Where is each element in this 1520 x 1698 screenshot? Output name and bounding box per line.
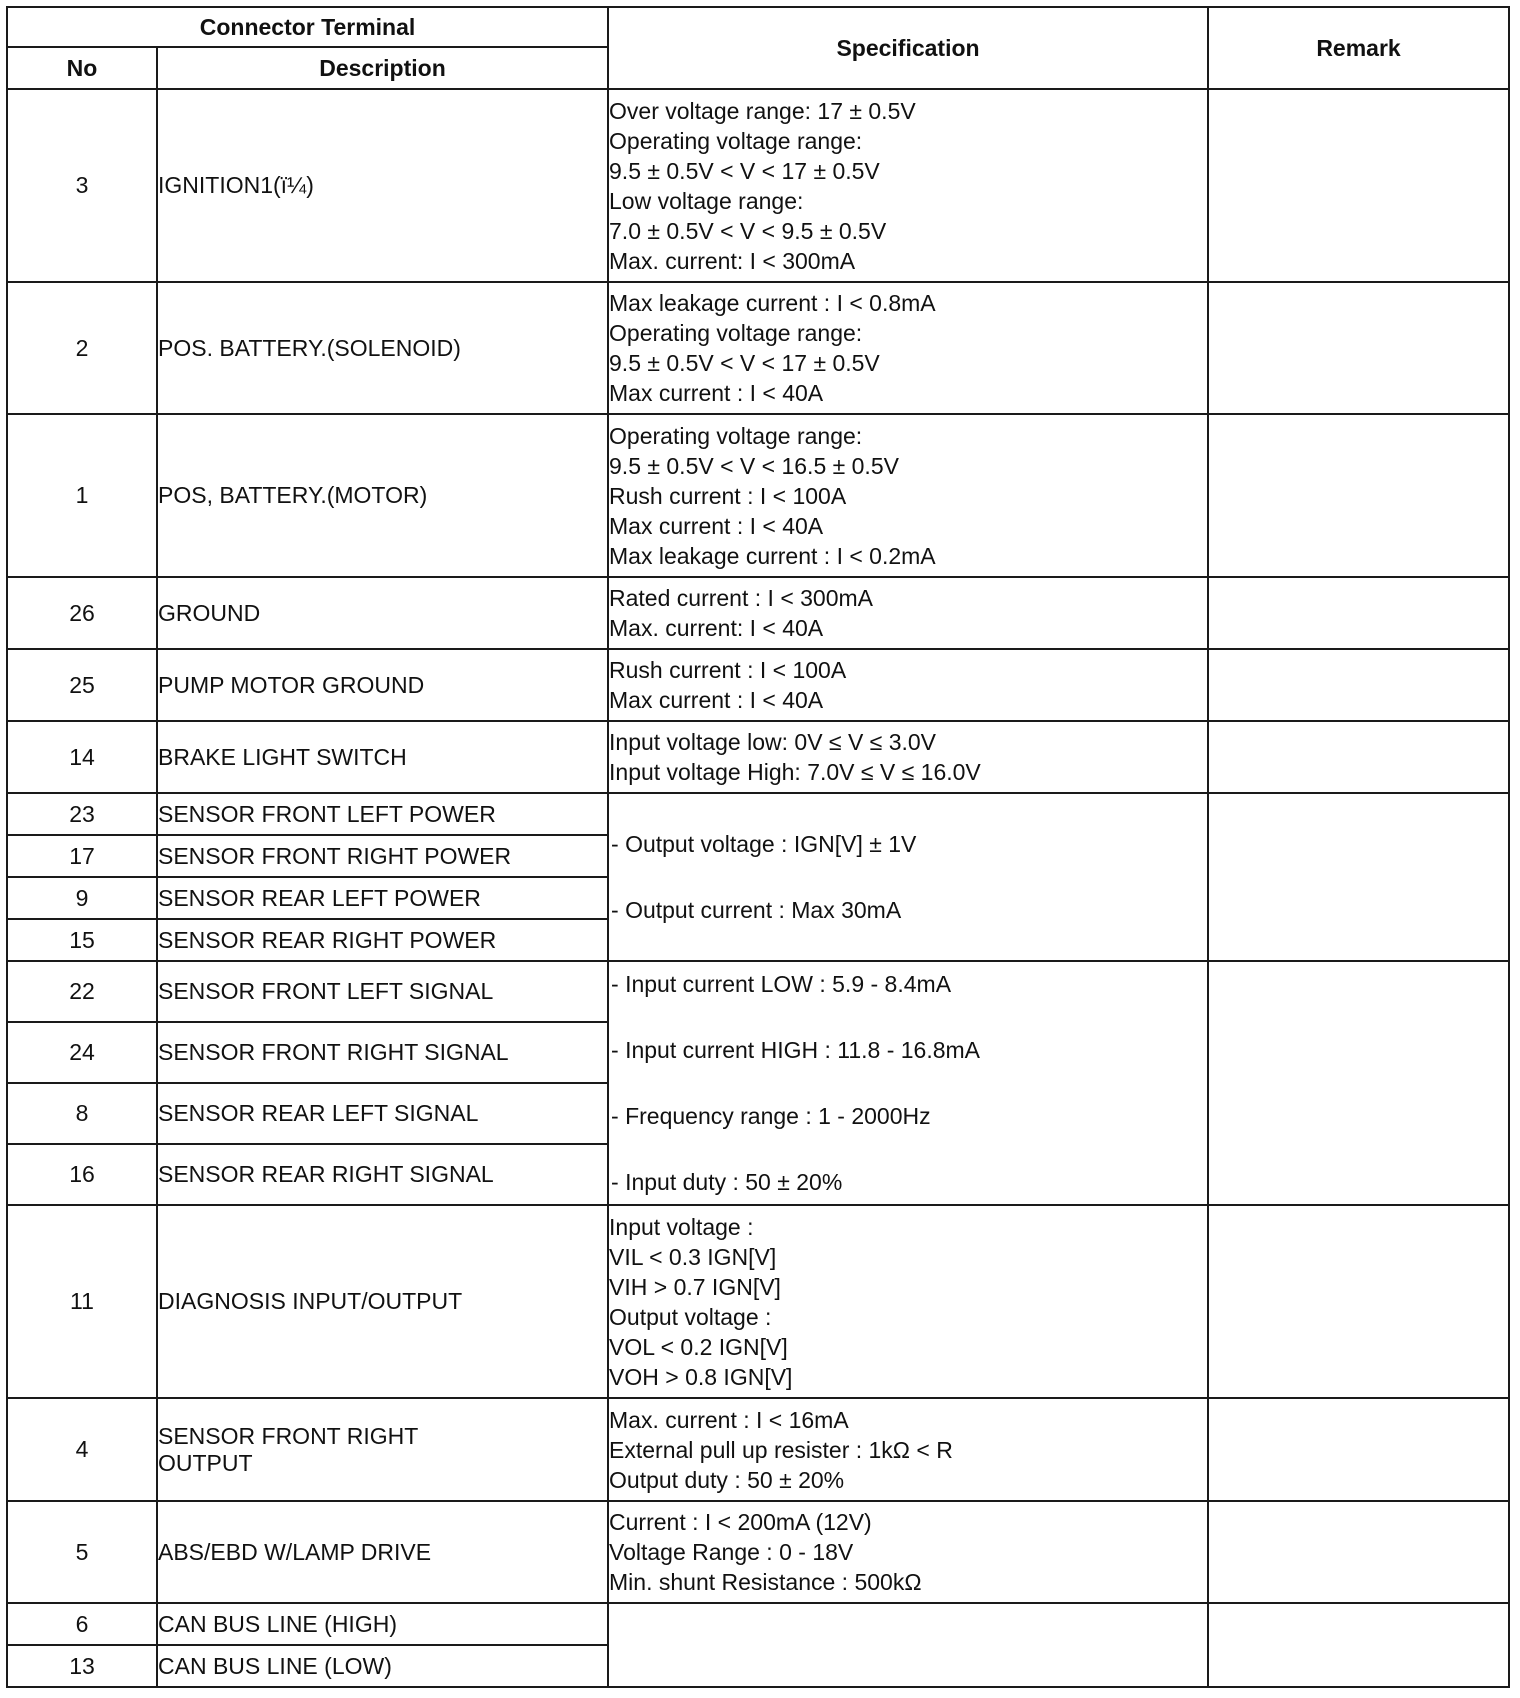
pin-description: ABS/EBD W/LAMP DRIVE <box>157 1501 608 1603</box>
pin-description: CAN BUS LINE (HIGH) <box>157 1603 608 1645</box>
pin-no: 15 <box>7 919 157 961</box>
pin-no: 3 <box>7 89 157 282</box>
spec-line: 9.5 ± 0.5V < V < 17 ± 0.5V <box>609 157 880 184</box>
spec-line: 9.5 ± 0.5V < V < 17 ± 0.5V <box>609 350 880 376</box>
table-row <box>7 1603 1509 1645</box>
spec-line: Max leakage current : I < 0.8mA <box>609 290 936 316</box>
pin-description: GROUND <box>157 577 608 649</box>
connector-terminal-table <box>6 6 1510 1688</box>
header-connector-terminal: Connector Terminal <box>7 7 608 47</box>
pin-no: 16 <box>7 1144 157 1205</box>
pin-specification <box>608 282 1208 414</box>
table-row <box>7 414 1509 577</box>
spec-line: - Input current LOW : 5.9 - 8.4mA <box>611 971 952 997</box>
pin-remark <box>1208 282 1509 414</box>
pin-description: CAN BUS LINE (LOW) <box>157 1645 608 1687</box>
pin-no: 11 <box>7 1205 157 1398</box>
pin-description: SENSOR FRONT RIGHT POWER <box>157 835 608 877</box>
pin-no: 6 <box>7 1603 157 1645</box>
spec-line: - Input duty : 50 ± 20% <box>611 1169 843 1195</box>
spec-line: Operating voltage range: <box>609 127 863 154</box>
pin-remark <box>1208 1398 1509 1501</box>
pin-description: IGNITION1(ï¼) <box>157 89 608 282</box>
header-no: No <box>7 47 157 89</box>
pin-remark <box>1208 721 1509 793</box>
pin-description: DIAGNOSIS INPUT/OUTPUT <box>157 1205 608 1398</box>
pin-no: 8 <box>7 1083 157 1144</box>
spec-line: Output voltage : <box>609 1303 772 1330</box>
pin-description: POS. BATTERY.(SOLENOID) <box>157 282 608 414</box>
pin-no: 25 <box>7 649 157 721</box>
pin-remark <box>1208 649 1509 721</box>
spec-line: Max current : I < 40A <box>609 380 824 406</box>
table-row <box>7 282 1509 414</box>
spec-line: Max leakage current : I < 0.2mA <box>609 542 936 569</box>
spec-line: Output duty : 50 ± 20% <box>609 1466 845 1493</box>
spec-line: Input voltage High: 7.0V ≤ V ≤ 16.0V <box>609 759 981 785</box>
pin-specification <box>608 89 1208 282</box>
pin-no: 5 <box>7 1501 157 1603</box>
pin-no: 26 <box>7 577 157 649</box>
can-bus-remark <box>1208 1603 1509 1687</box>
pin-no: 4 <box>7 1398 157 1501</box>
pin-description: SENSOR FRONT LEFT SIGNAL <box>157 961 608 1022</box>
spec-line: Max. current : I < 16mA <box>609 1406 849 1433</box>
table-row <box>7 89 1509 282</box>
spec-line: Max current : I < 40A <box>609 512 824 539</box>
pin-remark <box>1208 89 1509 282</box>
pin-no: 13 <box>7 1645 157 1687</box>
spec-line: Operating voltage range: <box>609 320 863 346</box>
pin-description: BRAKE LIGHT SWITCH <box>157 721 608 793</box>
table-row <box>7 577 1509 649</box>
header-description: Description <box>157 47 608 89</box>
spec-line: Max current : I < 40A <box>609 687 824 713</box>
table-row <box>7 1501 1509 1603</box>
pin-specification <box>608 414 1208 577</box>
pin-specification <box>608 721 1208 793</box>
pin-description: SENSOR FRONT RIGHT SIGNAL <box>157 1022 608 1083</box>
pin-remark <box>1208 1205 1509 1398</box>
spec-line: Voltage Range : 0 - 18V <box>609 1539 854 1565</box>
spec-line: Rush current : I < 100A <box>609 657 847 683</box>
sensor-power-specification <box>608 793 1208 961</box>
table-row <box>7 649 1509 721</box>
pin-remark <box>1208 414 1509 577</box>
spec-line: - Output current : Max 30mA <box>611 897 902 923</box>
spec-line: VOH > 0.8 IGN[V] <box>609 1363 793 1390</box>
spec-line: Rush current : I < 100A <box>609 482 847 509</box>
pin-no: 2 <box>7 282 157 414</box>
spec-line: - Output voltage : IGN[V] ± 1V <box>611 831 917 857</box>
spec-line: 9.5 ± 0.5V < V < 16.5 ± 0.5V <box>609 452 899 479</box>
spec-line: Min. shunt Resistance : 500kΩ <box>609 1569 922 1595</box>
spec-line: External pull up resister : 1kΩ < R <box>609 1436 953 1463</box>
spec-line: Operating voltage range: <box>609 422 863 449</box>
spec-line: Input voltage : <box>609 1213 754 1240</box>
spec-line: 7.0 ± 0.5V < V < 9.5 ± 0.5V <box>609 217 887 244</box>
spec-line: VOL < 0.2 IGN[V] <box>609 1333 788 1360</box>
table-row <box>7 1205 1509 1398</box>
pin-no: 22 <box>7 961 157 1022</box>
spec-line: Low voltage range: <box>609 187 804 214</box>
spec-line: VIH > 0.7 IGN[V] <box>609 1273 781 1300</box>
pin-description: SENSOR REAR RIGHT SIGNAL <box>157 1144 608 1205</box>
pin-no: 23 <box>7 793 157 835</box>
pin-description: SENSOR REAR RIGHT POWER <box>157 919 608 961</box>
pin-no: 24 <box>7 1022 157 1083</box>
pin-description: SENSOR REAR LEFT POWER <box>157 877 608 919</box>
table-row <box>7 961 1509 1022</box>
sensor-signal-specification <box>608 961 1208 1205</box>
pin-description: POS, BATTERY.(MOTOR) <box>157 414 608 577</box>
table-row <box>7 1398 1509 1501</box>
pin-description: SENSOR FRONT LEFT POWER <box>157 793 608 835</box>
spec-line: Input voltage low: 0V ≤ V ≤ 3.0V <box>609 729 937 755</box>
spec-line: - Frequency range : 1 - 2000Hz <box>611 1103 931 1129</box>
spec-line: VIL < 0.3 IGN[V] <box>609 1243 777 1270</box>
pin-specification <box>608 1398 1208 1501</box>
table-row <box>7 721 1509 793</box>
can-bus-specification <box>608 1603 1208 1687</box>
pin-specification <box>608 577 1208 649</box>
spec-line: - Input current HIGH : 11.8 - 16.8mA <box>611 1037 981 1063</box>
pin-remark <box>1208 577 1509 649</box>
spec-line: Over voltage range: 17 ± 0.5V <box>609 97 916 124</box>
table-row <box>7 793 1509 835</box>
sensor-power-remark <box>1208 793 1509 961</box>
pin-description: SENSOR FRONT RIGHT OUTPUT <box>157 1398 608 1501</box>
sensor-signal-remark <box>1208 961 1509 1205</box>
spec-line: Current : I < 200mA (12V) <box>609 1509 872 1535</box>
pin-remark <box>1208 1501 1509 1603</box>
pin-description: PUMP MOTOR GROUND <box>157 649 608 721</box>
spec-line: Max. current: I < 40A <box>609 615 824 641</box>
pin-no: 9 <box>7 877 157 919</box>
pin-no: 14 <box>7 721 157 793</box>
pin-specification <box>608 1501 1208 1603</box>
pin-description: SENSOR REAR LEFT SIGNAL <box>157 1083 608 1144</box>
pin-no: 1 <box>7 414 157 577</box>
header-remark: Remark <box>1208 7 1509 89</box>
pin-specification <box>608 1205 1208 1398</box>
header-specification: Specification <box>608 7 1208 89</box>
spec-line: Max. current: I < 300mA <box>609 247 856 274</box>
pin-no: 17 <box>7 835 157 877</box>
pin-specification <box>608 649 1208 721</box>
spec-line: Rated current : I < 300mA <box>609 585 874 611</box>
